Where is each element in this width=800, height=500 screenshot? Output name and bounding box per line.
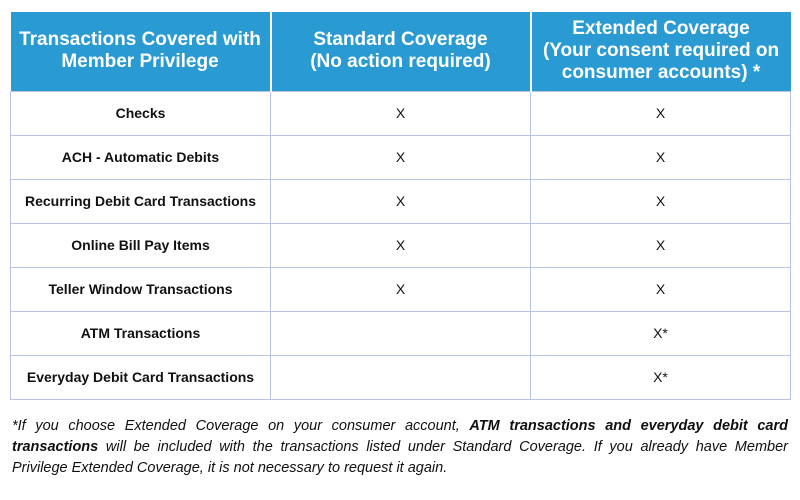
- row-label: ACH - Automatic Debits: [11, 135, 271, 179]
- header-transactions-line: Transactions Covered with: [19, 29, 261, 51]
- table-row: [11, 223, 791, 267]
- table-row: [11, 355, 791, 399]
- extended-mark: X: [531, 267, 791, 311]
- coverage-table: [10, 12, 791, 400]
- header-standard-coverage: [271, 12, 531, 91]
- row-label: Teller Window Transactions: [11, 267, 271, 311]
- standard-mark: [271, 311, 531, 355]
- standard-mark: [271, 355, 531, 399]
- header-extended-coverage: [531, 12, 791, 91]
- standard-mark: X: [271, 179, 531, 223]
- footnote: [10, 416, 788, 479]
- row-label: Recurring Debit Card Transactions: [11, 179, 271, 223]
- extended-mark: X*: [531, 355, 791, 399]
- header-row: [11, 12, 791, 91]
- header-standard-line: Standard Coverage: [313, 29, 488, 51]
- table-row: [11, 311, 791, 355]
- extended-mark: X: [531, 179, 791, 223]
- table-row: [11, 267, 791, 311]
- table-row: [11, 91, 791, 135]
- table-row: [11, 135, 791, 179]
- footnote-emphasis: ATM transactions and everyday debit card transactions: [12, 417, 788, 455]
- row-label: Online Bill Pay Items: [11, 223, 271, 267]
- header-extended-line: consumer accounts) *: [561, 62, 761, 84]
- footnote-text: *If you choose Extended Coverage on your consumer account,: [12, 417, 470, 434]
- row-label: Checks: [11, 91, 271, 135]
- table-header: [11, 12, 791, 91]
- standard-mark: X: [271, 267, 531, 311]
- extended-mark: X*: [531, 311, 791, 355]
- standard-mark: X: [271, 91, 531, 135]
- table-row: [11, 179, 791, 223]
- table-body: [11, 91, 791, 399]
- extended-mark: X: [531, 91, 791, 135]
- header-extended-line: (Your consent required on: [542, 40, 780, 62]
- extended-mark: X: [531, 223, 791, 267]
- header-transactions: [11, 12, 271, 91]
- footnote-text-end: will be included with the transactions listed under Standard Coverage. If you already have Member Privilege Extended Coverage, it is not necessary to request it again.: [12, 438, 788, 476]
- extended-mark: X: [531, 135, 791, 179]
- header-standard-line: (No action required): [310, 51, 491, 73]
- coverage-document: [10, 12, 790, 493]
- header-transactions-line: Member Privilege: [61, 51, 219, 73]
- header-extended-line: Extended Coverage: [572, 18, 750, 40]
- row-label: ATM Transactions: [11, 311, 271, 355]
- standard-mark: X: [271, 223, 531, 267]
- standard-mark: X: [271, 135, 531, 179]
- row-label: Everyday Debit Card Transactions: [11, 355, 271, 399]
